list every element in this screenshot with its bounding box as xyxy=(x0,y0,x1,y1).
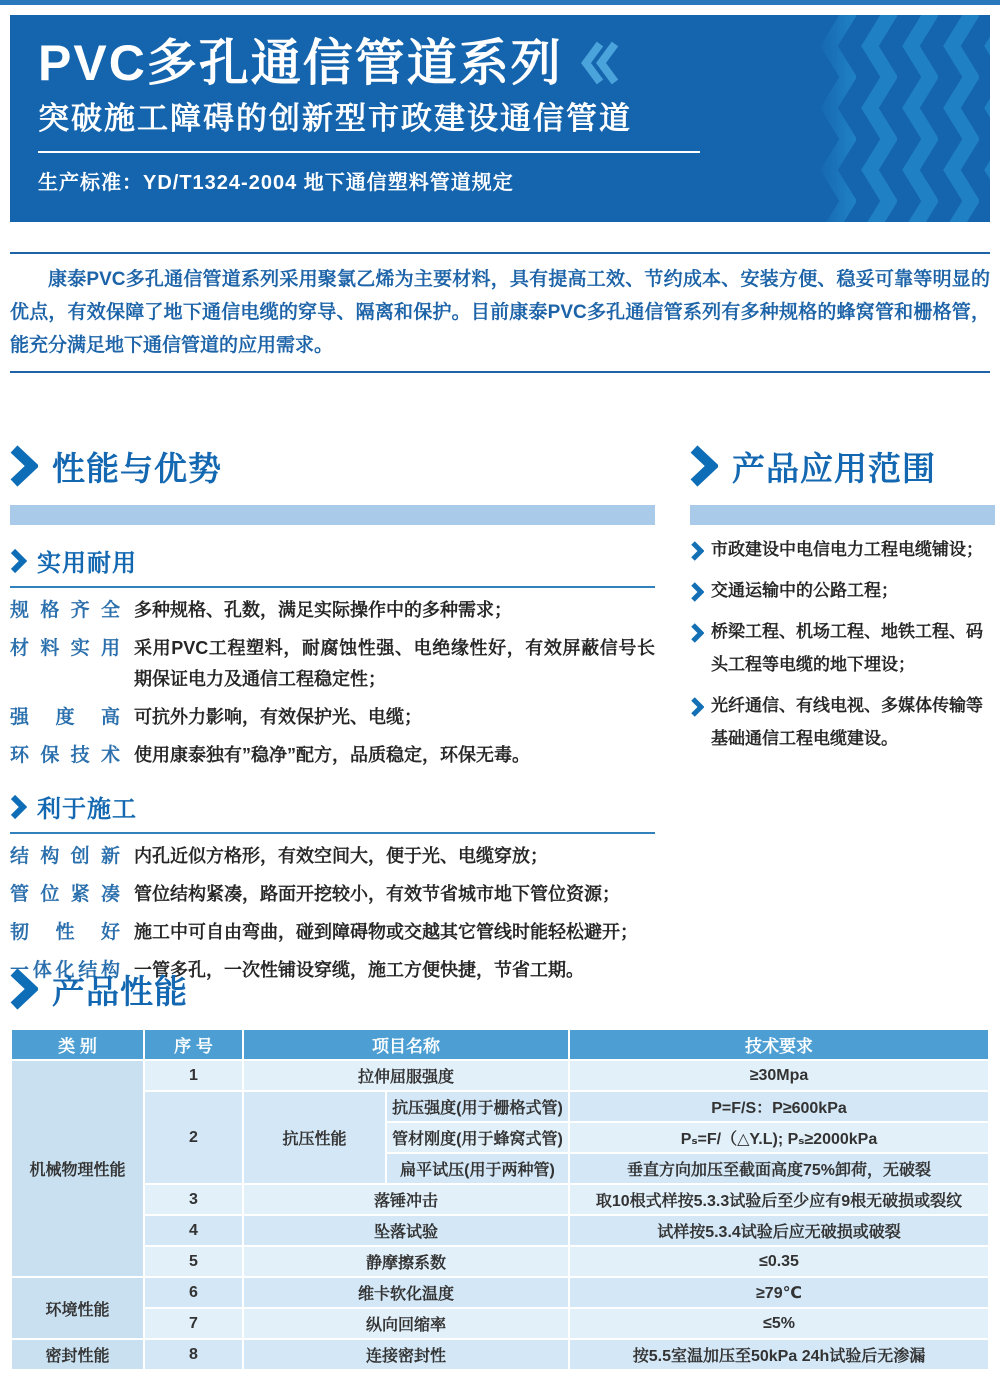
intro-block xyxy=(10,252,990,373)
chevron-bullet-icon xyxy=(690,623,704,643)
page-subtitle: 突破施工障碍的创新型市政建设通信管道 xyxy=(38,101,632,136)
category-cell: 环境性能 xyxy=(12,1278,143,1338)
no-cell: 4 xyxy=(145,1216,242,1245)
feature-text: 一管多孔，一次性铺设穿缆，施工方便快捷，节省工期。 xyxy=(134,960,584,980)
feature-label: 强度高 xyxy=(10,707,120,728)
sub-item-cell: 管材刚度(用于蜂窝式管) xyxy=(387,1123,568,1152)
requirement-cell: Pₛ=F/（△Y.L); Pₛ≥2000kPa xyxy=(570,1123,988,1152)
application-item xyxy=(690,533,995,566)
features-section xyxy=(10,443,655,986)
no-cell: 5 xyxy=(145,1247,242,1276)
feature-item xyxy=(10,841,655,872)
content-columns xyxy=(10,443,995,986)
subsection-construction-header xyxy=(10,789,655,834)
feature-label: 结构创新 xyxy=(10,846,120,867)
application-text: 市政建设中电信电力工程电缆铺设； xyxy=(711,540,983,559)
feature-label: 韧性好 xyxy=(10,922,120,943)
performance-table xyxy=(10,1028,990,1371)
feature-text: 内孔近似方格形，有效空间大，便于光、电缆穿放； xyxy=(134,846,548,866)
chevron-right-icon xyxy=(10,548,27,574)
subsection-durable-header xyxy=(10,543,655,588)
item-cell: 拉伸屈服强度 xyxy=(244,1061,568,1090)
chevron-right-icon xyxy=(10,445,38,487)
application-item xyxy=(690,689,995,755)
production-standard: 生产标准：YD/T1324-2004 地下通信塑料管道规定 xyxy=(38,172,514,194)
banner-divider xyxy=(38,151,700,153)
chevron-right-icon xyxy=(10,794,27,820)
feature-text: 多种规格、孔数，满足实际操作中的多种需求； xyxy=(134,600,512,620)
sub-item-cell: 扁平试压(用于两种管) xyxy=(387,1154,568,1183)
requirement-cell: 垂直方向加压至截面高度75%卸荷，无破裂 xyxy=(570,1154,988,1183)
application-item xyxy=(690,574,995,607)
no-cell: 3 xyxy=(145,1185,242,1214)
features-section-header xyxy=(10,443,655,489)
feature-item xyxy=(10,879,655,910)
feature-label: 材料实用 xyxy=(10,638,120,659)
feature-text: 管位结构紧凑，路面开挖较小，有效节省城市地下管位资源； xyxy=(134,884,620,904)
chevron-right-icon xyxy=(10,968,38,1010)
table-row xyxy=(12,1278,988,1307)
performance-title: 产品性能 xyxy=(52,972,188,1010)
table-header-row xyxy=(12,1030,988,1059)
decorative-top-strip xyxy=(0,0,1000,5)
header-no: 序 号 xyxy=(145,1030,242,1059)
applications-title: 产品应用范围 xyxy=(732,449,936,487)
feature-item xyxy=(10,633,655,695)
feature-item xyxy=(10,595,655,626)
sub-item-cell: 抗压强度(用于栅格式管) xyxy=(387,1092,568,1121)
no-cell: 7 xyxy=(145,1309,242,1338)
table-row xyxy=(12,1092,988,1121)
subsection-title: 利于施工 xyxy=(37,796,137,823)
feature-text: 使用康泰独有”稳净”配方，品质稳定，环保无毒。 xyxy=(134,745,530,765)
table-row xyxy=(12,1185,988,1214)
features-accent-bar xyxy=(10,505,655,525)
applications-section xyxy=(690,443,995,986)
requirement-cell: P=F/S：P≥600kPa xyxy=(570,1092,988,1121)
no-cell: 1 xyxy=(145,1061,242,1090)
no-cell: 6 xyxy=(145,1278,242,1307)
performance-section-header xyxy=(10,966,188,1012)
chevron-bullet-icon xyxy=(690,697,704,717)
feature-text: 施工中可自由弯曲，碰到障碍物或交越其它管线时能轻松避开； xyxy=(134,922,638,942)
table-row xyxy=(12,1216,988,1245)
double-chevron-left-icon xyxy=(579,40,619,86)
applications-section-header xyxy=(690,443,995,489)
application-text: 桥梁工程、机场工程、地铁工程、码头工程等电缆的地下埋设； xyxy=(711,622,983,674)
header-item: 项目名称 xyxy=(244,1030,568,1059)
item-cell: 纵向回缩率 xyxy=(244,1309,568,1338)
chevron-right-icon xyxy=(690,445,718,487)
item-cell: 坠落试验 xyxy=(244,1216,568,1245)
category-cell: 机械物理性能 xyxy=(12,1061,143,1276)
no-cell: 8 xyxy=(145,1340,242,1369)
feature-label: 管位紧凑 xyxy=(10,884,120,905)
table-row xyxy=(12,1247,988,1276)
requirement-cell: ≤0.35 xyxy=(570,1247,988,1276)
table-row xyxy=(12,1340,988,1369)
feature-item xyxy=(10,917,655,948)
feature-label: 一体化结构 xyxy=(10,960,120,981)
requirement-cell: ≥30Mpa xyxy=(570,1061,988,1090)
feature-label: 规格齐全 xyxy=(10,600,120,621)
header-requirement: 技术要求 xyxy=(570,1030,988,1059)
application-text: 光纤通信、有线电视、多媒体传输等基础通信工程电缆建设。 xyxy=(711,696,983,748)
requirement-cell: ≥79℃ xyxy=(570,1278,988,1307)
applications-list xyxy=(690,533,995,755)
feature-text: 可抗外力影响，有效保护光、电缆； xyxy=(134,707,422,727)
feature-text: 采用PVC工程塑料，耐腐蚀性强、电绝缘性好，有效屏蔽信号长期保证电力及通信工程稳定性； xyxy=(134,638,655,689)
feature-item xyxy=(10,740,655,771)
requirement-cell: 取10根式样按5.3.3试验后至少应有9根无破损或裂纹 xyxy=(570,1185,988,1214)
header-category: 类 别 xyxy=(12,1030,143,1059)
table-row xyxy=(12,1309,988,1338)
subsection-title: 实用耐用 xyxy=(37,550,137,577)
item-cell: 维卡软化温度 xyxy=(244,1278,568,1307)
feature-label: 环保技术 xyxy=(10,745,120,766)
features-title: 性能与优势 xyxy=(52,449,222,487)
item-cell: 静摩擦系数 xyxy=(244,1247,568,1276)
page-title: PVC多孔通信管道系列 xyxy=(38,35,563,91)
chevron-bullet-icon xyxy=(690,541,704,561)
applications-accent-bar xyxy=(690,505,995,525)
banner xyxy=(10,15,990,222)
requirement-cell: 试样按5.3.4试验后应无破损或破裂 xyxy=(570,1216,988,1245)
no-cell: 2 xyxy=(145,1092,242,1183)
item-cell: 落锤冲击 xyxy=(244,1185,568,1214)
application-text: 交通运输中的公路工程； xyxy=(711,581,898,600)
requirement-cell: ≤5% xyxy=(570,1309,988,1338)
item-cell: 抗压性能 xyxy=(244,1092,385,1183)
requirement-cell: 按5.5室温加压至50kPa 24h试验后无渗漏 xyxy=(570,1340,988,1369)
application-item xyxy=(690,615,995,681)
category-cell: 密封性能 xyxy=(12,1340,143,1369)
chevron-bullet-icon xyxy=(690,582,704,602)
feature-item xyxy=(10,702,655,733)
item-cell: 连接密封性 xyxy=(244,1340,568,1369)
table-row xyxy=(12,1061,988,1090)
intro-paragraph: 康泰PVC多孔通信管道系列采用聚氯乙烯为主要材料，具有提高工效、节约成本、安装方便、稳妥可靠等明显的优点，有效保障了地下通信电缆的穿导、隔离和保护。目前康泰PVC多孔通信管系列有多种规格的蜂窝管和栅格管，能充分满足地下通信管道的应用需求。 xyxy=(10,269,990,356)
